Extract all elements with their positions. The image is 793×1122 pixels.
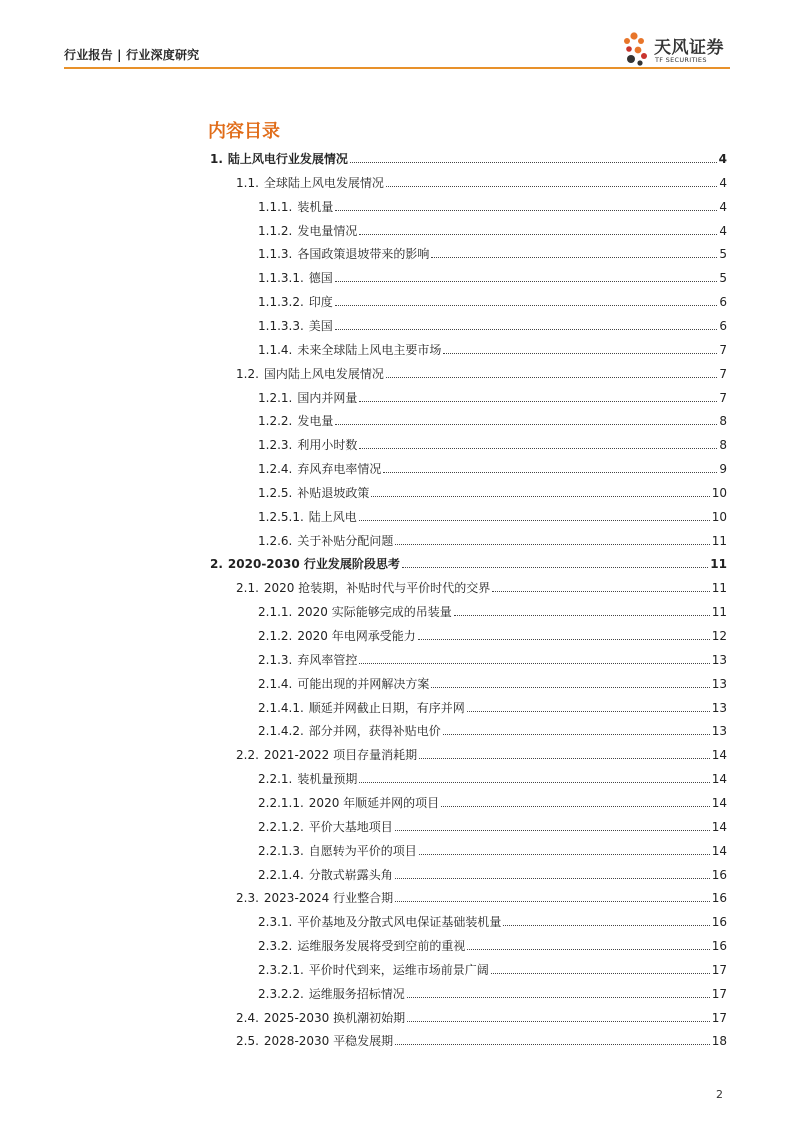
toc-entry-title: 平价时代到来，运维市场前景广阔 bbox=[308, 962, 489, 977]
toc-entry-page: 8 bbox=[719, 414, 727, 429]
toc-entry-page: 6 bbox=[719, 318, 727, 333]
toc-entry-page: 14 bbox=[711, 772, 727, 787]
toc-entry-number: 1.2.3. bbox=[258, 438, 293, 453]
toc-entry[interactable] bbox=[236, 575, 727, 595]
toc-leader-dots bbox=[395, 543, 709, 545]
toc-entry-page: 16 bbox=[711, 939, 727, 954]
toc-entry-number: 2.2.1.2. bbox=[258, 819, 304, 834]
toc-entry-title: 国内陆上风电发展情况 bbox=[263, 366, 384, 381]
toc-leader-dots bbox=[418, 638, 710, 640]
toc-leader-dots bbox=[395, 829, 710, 831]
toc-entry[interactable] bbox=[258, 790, 727, 810]
toc-entry-page: 14 bbox=[711, 843, 727, 858]
page-number: 2 bbox=[716, 1088, 723, 1101]
toc-leader-dots bbox=[335, 280, 718, 282]
toc-leader-dots bbox=[431, 256, 717, 258]
toc-entry-page: 11 bbox=[711, 605, 727, 620]
toc-leader-dots bbox=[443, 733, 710, 735]
toc-entry-page: 7 bbox=[719, 366, 727, 381]
toc-entry-number: 2.3.1. bbox=[258, 915, 293, 930]
toc-entry-number: 1.1.2. bbox=[258, 223, 293, 238]
toc-leader-dots bbox=[454, 614, 710, 616]
toc-leader-dots bbox=[443, 352, 717, 354]
toc-entry-page: 11 bbox=[710, 557, 727, 572]
toc-entry-number: 2.3. bbox=[236, 891, 259, 906]
toc-entry-number: 2.3.2.1. bbox=[258, 962, 304, 977]
toc-leader-dots bbox=[335, 423, 717, 425]
toc-entry-title: 发电量 bbox=[297, 414, 334, 429]
toc-entry[interactable] bbox=[258, 337, 727, 357]
toc-entry-number: 2.1.3. bbox=[258, 652, 293, 667]
toc-entry-title: 可能出现的并网解决方案 bbox=[297, 676, 430, 691]
toc-entry-page: 14 bbox=[711, 795, 727, 810]
toc-leader-dots bbox=[350, 161, 717, 163]
toc-entry[interactable] bbox=[258, 480, 727, 500]
toc-entry[interactable] bbox=[258, 408, 727, 428]
toc-leader-dots bbox=[492, 590, 709, 592]
toc-leader-dots bbox=[407, 996, 710, 998]
toc-entry-number: 2.2.1.3. bbox=[258, 843, 304, 858]
toc-leader-dots bbox=[335, 209, 717, 211]
toc-entry[interactable] bbox=[258, 814, 727, 834]
toc-entry[interactable] bbox=[258, 456, 727, 476]
toc-entry-title: 2023-2024 行业整合期 bbox=[263, 891, 394, 906]
toc-leader-dots bbox=[491, 972, 710, 974]
toc-entry[interactable] bbox=[236, 1028, 727, 1048]
toc-entry[interactable] bbox=[258, 838, 727, 858]
toc-entry[interactable] bbox=[258, 671, 727, 691]
toc-leader-dots bbox=[359, 400, 717, 402]
toc-entry-number: 1.2.4. bbox=[258, 462, 293, 477]
toc-entry[interactable] bbox=[258, 313, 727, 333]
toc-entry-page: 11 bbox=[711, 581, 727, 596]
toc-entry-title: 2020 年顺延并网的项目 bbox=[308, 795, 440, 810]
toc-entry[interactable] bbox=[236, 1005, 727, 1025]
toc-entry-page: 5 bbox=[719, 247, 727, 262]
toc-entry-number: 2.1.1. bbox=[258, 605, 293, 620]
toc-entry-page: 16 bbox=[711, 891, 727, 906]
toc-leader-dots bbox=[386, 376, 717, 378]
toc-entry-page: 12 bbox=[711, 629, 727, 643]
toc-entry-title: 2020-2030 行业发展阶段思考 bbox=[227, 557, 400, 572]
toc-entry-page: 14 bbox=[711, 748, 727, 763]
toc-entry-page: 14 bbox=[711, 819, 727, 834]
logo-chinese-name: 天风证券 bbox=[654, 38, 724, 58]
toc-entry-page: 10 bbox=[711, 485, 727, 500]
toc-entry-page: 4 bbox=[719, 199, 727, 214]
toc-entry[interactable] bbox=[258, 933, 727, 953]
toc-entry-number: 2. bbox=[210, 557, 223, 572]
toc-entry-title: 关于补贴分配问题 bbox=[297, 533, 394, 548]
toc-entry-title: 分散式崭露头角 bbox=[308, 867, 393, 882]
toc-leader-dots bbox=[335, 304, 718, 306]
toc-entry-page: 17 bbox=[711, 986, 727, 1001]
toc-leader-dots bbox=[395, 877, 710, 879]
toc-entry-page: 8 bbox=[719, 438, 727, 453]
toc-leader-dots bbox=[467, 710, 710, 712]
company-logo bbox=[620, 30, 732, 68]
toc-entry-number: 1.1.4. bbox=[258, 342, 293, 357]
toc-entry-number: 2.2. bbox=[236, 748, 259, 763]
toc-entry-title: 装机量 bbox=[297, 199, 334, 214]
toc-entry[interactable] bbox=[258, 862, 727, 882]
toc-entry-title: 美国 bbox=[308, 318, 333, 333]
toc-leader-dots bbox=[383, 471, 717, 473]
toc-entry-title: 2020 抢装期，补贴时代与平价时代的交界 bbox=[263, 581, 491, 596]
toc-entry-title: 装机量预期 bbox=[297, 772, 358, 787]
toc-entry[interactable] bbox=[258, 528, 727, 548]
toc-entry-number: 1.2. bbox=[236, 366, 259, 381]
toc-entry-number: 2.1.4.2. bbox=[258, 724, 304, 739]
toc-entry-page: 17 bbox=[711, 962, 727, 977]
toc-entry-title: 弃风弃电率情况 bbox=[297, 462, 382, 477]
toc-entry-title: 发电量情况 bbox=[297, 223, 358, 238]
toc-leader-dots bbox=[431, 686, 709, 688]
toc-entry-title: 平价基地及分散式风电保证基础装机量 bbox=[297, 915, 502, 930]
toc-entry-number: 2.1. bbox=[236, 581, 259, 596]
toc-entry-title: 运维服务招标情况 bbox=[308, 986, 405, 1001]
toc-entry-number: 1.1. bbox=[236, 175, 259, 190]
toc-entry-number: 1.2.1. bbox=[258, 390, 293, 405]
logo-flower-icon bbox=[620, 30, 654, 68]
toc-entry[interactable] bbox=[236, 742, 727, 762]
toc-entry-number: 1.1.1. bbox=[258, 199, 293, 214]
toc-entry-title: 2021-2022 项目存量消耗期 bbox=[263, 748, 418, 763]
toc-entry-page: 4 bbox=[718, 152, 727, 166]
logo-english-name: TF SECURITIES bbox=[655, 56, 707, 64]
toc-entry[interactable] bbox=[210, 146, 727, 166]
toc-leader-dots bbox=[467, 948, 709, 950]
toc-entry[interactable] bbox=[236, 885, 727, 905]
toc-entry-title: 德国 bbox=[308, 271, 333, 286]
toc-entry-page: 7 bbox=[719, 342, 727, 357]
toc-title: 内容目录 bbox=[208, 121, 280, 142]
toc-entry-title: 各国政策退坡带来的影响 bbox=[297, 247, 430, 262]
toc-entry-number: 1.2.5. bbox=[258, 485, 293, 500]
toc-entry-title: 印度 bbox=[308, 295, 333, 310]
toc-entry[interactable] bbox=[258, 647, 727, 667]
toc-entry-number: 2.2.1.1. bbox=[258, 795, 304, 810]
toc-leader-dots bbox=[395, 900, 710, 902]
toc-entry-title: 自愿转为平价的项目 bbox=[308, 843, 417, 858]
toc-entry[interactable] bbox=[258, 599, 727, 619]
toc-leader-dots bbox=[402, 566, 708, 568]
toc-entry-page: 13 bbox=[711, 652, 727, 667]
toc-entry[interactable] bbox=[258, 289, 727, 309]
toc-entry[interactable] bbox=[236, 361, 727, 381]
toc-entry-page: 5 bbox=[719, 271, 727, 286]
toc-entry-page: 9 bbox=[719, 462, 727, 477]
toc-entry-number: 2.1.2. bbox=[258, 629, 293, 643]
toc-entry-number: 1.2.5.1. bbox=[258, 509, 304, 524]
toc-leader-dots bbox=[395, 1043, 710, 1045]
toc-entry[interactable] bbox=[258, 695, 727, 715]
toc-entry-number: 2.2.1.4. bbox=[258, 867, 304, 882]
toc-entry-number: 1.1.3.2. bbox=[258, 295, 304, 310]
toc-leader-dots bbox=[407, 1020, 710, 1022]
toc-entry-number: 1.1.3. bbox=[258, 247, 293, 262]
toc-leader-dots bbox=[419, 853, 710, 855]
toc-entry-page: 13 bbox=[711, 700, 727, 715]
toc-entry-number: 2.1.4.1. bbox=[258, 700, 304, 715]
toc-entry-title: 补贴退坡政策 bbox=[297, 485, 370, 500]
toc-leader-dots bbox=[359, 781, 709, 783]
toc-entry-title: 陆上风电行业发展情况 bbox=[227, 152, 348, 166]
toc-entry-page: 16 bbox=[711, 867, 727, 882]
toc-entry[interactable] bbox=[258, 432, 727, 452]
toc-entry-page: 18 bbox=[711, 1034, 727, 1049]
toc-entry[interactable] bbox=[258, 718, 727, 738]
toc-leader-dots bbox=[359, 519, 710, 521]
toc-entry-number: 2.3.2.2. bbox=[258, 986, 304, 1001]
toc-entry-number: 2.2.1. bbox=[258, 772, 293, 787]
toc-entry-title: 2025-2030 换机潮初始期 bbox=[263, 1010, 406, 1025]
toc-entry-title: 部分并网，获得补贴电价 bbox=[308, 724, 441, 739]
toc-leader-dots bbox=[359, 662, 709, 664]
toc-entry-page: 13 bbox=[711, 724, 727, 739]
toc-entry[interactable] bbox=[258, 957, 727, 977]
toc-entry-number: 1.2.6. bbox=[258, 533, 293, 548]
toc-entry-title: 国内并网量 bbox=[297, 390, 358, 405]
toc-entry-number: 1.1.3.1. bbox=[258, 271, 304, 286]
toc-entry[interactable] bbox=[258, 241, 727, 261]
toc-entry-number: 1.2.2. bbox=[258, 414, 293, 429]
toc-entry-title: 2028-2030 平稳发展期 bbox=[263, 1034, 394, 1049]
toc-entry[interactable] bbox=[258, 981, 727, 1001]
toc-entry[interactable] bbox=[258, 194, 727, 214]
toc-entry[interactable] bbox=[258, 265, 727, 285]
toc-entry-number: 2.1.4. bbox=[258, 676, 293, 691]
toc-entry-page: 17 bbox=[711, 1010, 727, 1025]
toc-entry-title: 全球陆上风电发展情况 bbox=[263, 175, 384, 190]
toc-leader-dots bbox=[441, 805, 710, 807]
toc-leader-dots bbox=[371, 495, 709, 497]
toc-entry[interactable] bbox=[258, 385, 727, 405]
toc-entry-page: 11 bbox=[711, 533, 727, 548]
toc-leader-dots bbox=[503, 924, 709, 926]
toc-leader-dots bbox=[359, 233, 717, 235]
toc-entry-page: 7 bbox=[719, 390, 727, 405]
toc-entry-page: 4 bbox=[719, 223, 727, 238]
toc-entry[interactable] bbox=[210, 551, 727, 571]
toc-entry[interactable] bbox=[258, 504, 727, 524]
toc-entry[interactable] bbox=[236, 170, 727, 190]
toc-entry-page: 10 bbox=[711, 509, 727, 524]
toc-leader-dots bbox=[419, 757, 710, 759]
toc-entry-number: 2.3.2. bbox=[258, 939, 293, 954]
toc-entry-number: 2.4. bbox=[236, 1010, 259, 1025]
toc-entry-title: 陆上风电 bbox=[308, 509, 357, 524]
report-category: 行业报告 | 行业深度研究 bbox=[64, 48, 200, 62]
toc-leader-dots bbox=[335, 328, 718, 330]
toc-entry-page: 6 bbox=[719, 295, 727, 310]
toc-entry-page: 13 bbox=[711, 676, 727, 691]
toc-entry[interactable] bbox=[258, 623, 727, 643]
toc-entry-number: 1. bbox=[210, 152, 223, 166]
toc-entry-title: 运维服务发展将受到空前的重视 bbox=[297, 939, 466, 954]
toc-entry-title: 顺延并网截止日期，有序并网 bbox=[308, 700, 465, 715]
toc-entry-page: 16 bbox=[711, 915, 727, 930]
toc-leader-dots bbox=[359, 447, 717, 449]
toc-entry-title: 利用小时数 bbox=[297, 438, 358, 453]
toc-entry-page: 4 bbox=[719, 175, 727, 190]
toc-entry-number: 2.5. bbox=[236, 1034, 259, 1049]
toc-leader-dots bbox=[386, 185, 717, 187]
toc-entry[interactable] bbox=[258, 766, 727, 786]
toc-entry-title: 2020 实际能够完成的吊装量 bbox=[297, 605, 452, 620]
toc-entry-title: 平价大基地项目 bbox=[308, 819, 393, 834]
toc-entry-title: 未来全球陆上风电主要市场 bbox=[297, 342, 442, 357]
toc-entry[interactable] bbox=[258, 909, 727, 929]
toc-entry-title: 弃风率管控 bbox=[297, 652, 358, 667]
toc-entry-number: 1.1.3.3. bbox=[258, 318, 304, 333]
toc-entry-title: 2020 年电网承受能力 bbox=[297, 629, 416, 643]
toc-entry[interactable] bbox=[258, 218, 727, 238]
